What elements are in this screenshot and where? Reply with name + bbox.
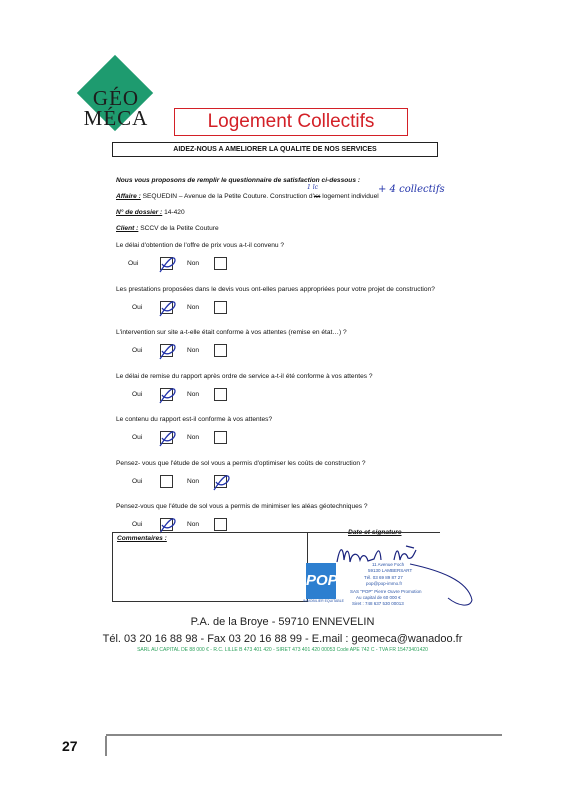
non-checkbox[interactable] — [214, 301, 227, 314]
document-subtitle: AIDEZ-NOUS A AMELIORER LA QUALITE DE NOS SERVICES — [112, 142, 438, 157]
pop-stamp-logo-subtitle: IMMOBILIER EQUITABLE — [303, 599, 344, 603]
page-number-divider — [105, 736, 107, 756]
non-label: Non — [187, 303, 200, 311]
oui-checkbox[interactable] — [160, 301, 173, 314]
non-checkbox[interactable] — [214, 475, 227, 488]
stamp-address-2: 59130 LAMBERSART — [368, 568, 413, 573]
oui-label: Oui — [132, 521, 143, 528]
oui-label: Oui — [132, 434, 143, 441]
non-checkbox[interactable] — [214, 388, 227, 401]
client-line — [116, 225, 219, 232]
stamp-siren: Siret : 748 637 530 00013 — [352, 601, 404, 606]
non-label: Non — [187, 434, 200, 441]
pop-stamp-logo: POP — [306, 563, 336, 599]
question-text: Le contenu du rapport est-il conforme à vos attentes? — [116, 416, 273, 423]
oui-checkbox[interactable] — [160, 257, 173, 270]
affaire-label: Affaire : — [116, 193, 141, 200]
non-label: Non — [187, 390, 200, 398]
footer-address: P.A. de la Broye - 59710 ENNEVELIN — [190, 616, 375, 628]
question-text: Le délai d'obtention de l'offre de prix vous a-t-il convenu ? — [116, 242, 285, 249]
stamp-address-1: 11 Avenue Foch — [372, 562, 405, 567]
oui-checkbox[interactable] — [160, 344, 173, 357]
affaire-handwritten-superscript: 1 lc — [307, 184, 319, 191]
question-text: Pensez-vous que l'étude de sol vous a permis de minimiser les aléas géotechniques ? — [116, 503, 368, 510]
dossier-value: 14-420 — [162, 209, 185, 216]
non-label: Non — [187, 260, 200, 267]
affaire-value-2: logement individuel — [320, 193, 379, 200]
footer-contact: Tél. 03 20 16 88 98 - Fax 03 20 16 88 99 - E.mail : geomeca@wanadoo.fr — [102, 633, 463, 645]
comments-box[interactable] — [112, 532, 308, 602]
intro-text: Nous vous proposons de remplir le questionnaire de satisfaction ci-dessous : — [116, 177, 361, 184]
dossier-label: N° de dossier : — [116, 209, 163, 216]
non-checkbox[interactable] — [214, 344, 227, 357]
affaire-struck-text: xx — [313, 193, 321, 200]
stamp-phone: Tél. 03 69 89 87 27 — [364, 575, 403, 580]
check-mark-icon — [158, 341, 178, 361]
question-text: Les prestations proposées dans le devis vous ont-elles parues appropriées pour votre projet de construction? — [116, 285, 435, 293]
geomeca-logo — [74, 62, 158, 140]
comments-label: Commentaires : — [117, 535, 167, 542]
oui-checkbox[interactable] — [160, 475, 173, 488]
non-checkbox[interactable] — [214, 257, 227, 270]
client-label: Client : — [116, 225, 139, 232]
stamp-capital: Au capital de 60 000 € — [356, 595, 401, 600]
question-text: Pensez- vous que l'étude de sol vous a permis d'optimiser les coûts de construction ? — [116, 459, 366, 467]
check-mark-icon — [158, 298, 178, 318]
affaire-handwritten-addition: + 4 collectifs — [378, 184, 445, 195]
affaire-line — [116, 193, 379, 200]
question-text: Le délai de remise du rapport après ordre de service a-t-il été conforme à vos attentes ? — [116, 372, 373, 380]
logo-line-1: GÉO — [92, 86, 140, 110]
stamp-company: SAS "POP" Pierre Ouvre Promotion — [350, 589, 422, 594]
oui-label: Oui — [132, 390, 143, 398]
non-label: Non — [187, 347, 200, 354]
stamp-email: pop@pop-immo.fr — [366, 581, 403, 586]
oui-label: Oui — [132, 303, 143, 311]
check-mark-icon — [158, 385, 178, 405]
logo-line-2: MÉCA — [83, 106, 149, 130]
document-banner-title: Logement Collectifs — [174, 108, 408, 136]
dossier-line — [116, 209, 185, 216]
non-checkbox[interactable] — [214, 431, 227, 444]
oui-checkbox[interactable] — [160, 431, 173, 444]
signature-label: Date et signature — [348, 529, 402, 536]
oui-label: Oui — [132, 477, 143, 485]
non-checkbox[interactable] — [214, 518, 227, 531]
oui-label: Oui — [128, 260, 139, 267]
question-text: L'intervention sur site a-t-elle était conforme à vos attentes (remise en état…) ? — [116, 329, 347, 336]
check-mark-icon — [158, 428, 178, 448]
affaire-value: SEQUEDIN – Avenue de la Petite Couture. Construction d' — [140, 193, 314, 200]
oui-checkbox[interactable] — [160, 518, 173, 531]
page-number: 27 — [62, 738, 78, 754]
footer-legal: SARL AU CAPITAL DE 88 000 € - R.C. LILLE B 473 401 420 - SIRET 473 401 420 00053 Code APE 742 C - TVA FR 15473401420 — [137, 647, 428, 653]
non-label: Non — [187, 477, 200, 485]
non-label: Non — [187, 521, 200, 528]
check-mark-icon — [158, 254, 178, 274]
page-number-rule — [106, 734, 502, 736]
signature-flourish — [408, 560, 478, 610]
oui-checkbox[interactable] — [160, 388, 173, 401]
check-mark-icon — [212, 472, 232, 492]
oui-label: Oui — [132, 347, 143, 354]
client-value: SCCV de la Petite Couture — [138, 225, 219, 232]
